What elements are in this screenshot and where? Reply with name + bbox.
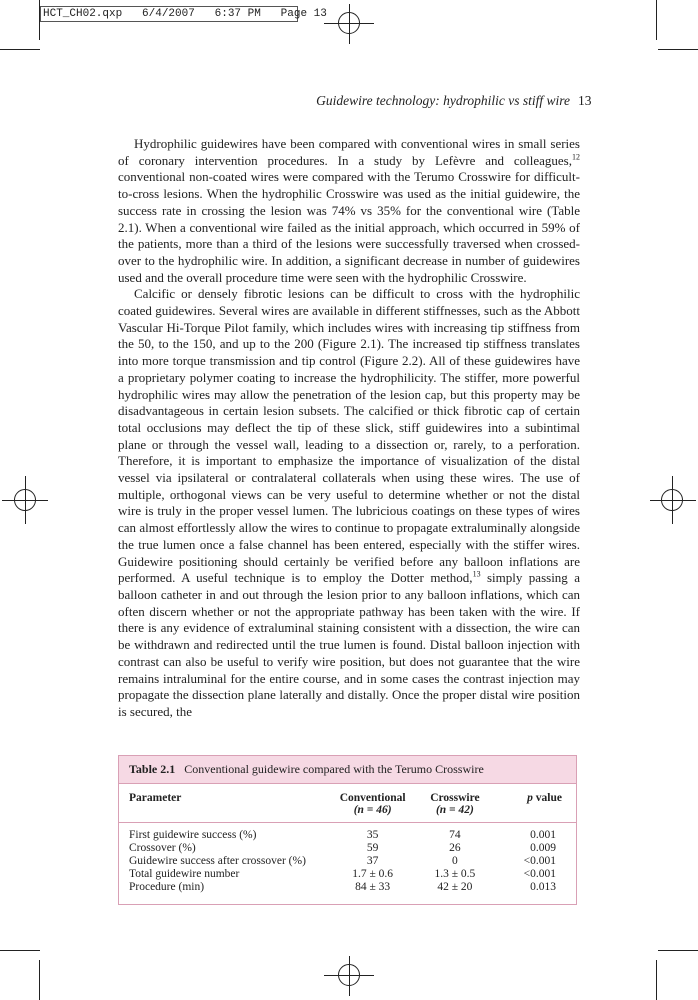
table-header-row [119,784,576,823]
table-row [119,855,576,868]
table-row [119,823,576,843]
cell-p-value: 0.009 [530,842,556,854]
table-row [119,868,576,881]
cell-parameter: Crossover (%) [129,842,196,854]
cell-crosswire: 42 ± 20 [437,881,473,893]
citation-superscript: 12 [572,152,580,162]
data-table [118,755,577,905]
cell-conventional: 84 ± 33 [355,881,391,893]
crop-mark-bottom-left-h [0,950,40,951]
column-header-conventional: Conventional (n = 46) [339,792,406,816]
page-number: 13 [578,93,592,108]
cell-parameter: First guidewire success (%) [129,829,257,841]
cell-p-value: <0.001 [523,855,556,867]
crop-mark-top-right-v [656,0,657,40]
table-caption-text: Conventional guidewire compared with the Terumo Crosswire [184,762,484,776]
crop-mark-bottom-right-h [658,950,698,951]
cell-p-value: <0.001 [523,868,556,880]
paragraph: Hydrophilic guidewires have been compared with conventional wires in small series of coronary intervention procedures. In a study by Lefèvre and colleagues,$^{12}$ conventional non-coated wires were compared with the Terumo Crosswire for difficult-to-cross lesions. When the hydrophilic Crosswire was used as the initial guidewire, the success rate in crossing the lesion was 74% vs 35% for the conventional wire (Table 2.1). When a conventional wire failed as the initial approach, which occurred in 59% of the patients, more than a third of the lesions were successfully traversed when crossed-over to the hydrophilic wire. In addition, a significant decrease in number of guidewires used and the overall procedure time were seen with the hydrophilic Crosswire. [118,136,580,285]
cell-crosswire: 26 [449,842,461,854]
cell-p-value: 0.001 [530,829,556,841]
cell-conventional: 59 [366,842,379,854]
cell-conventional: 37 [366,855,379,867]
table-caption [119,756,576,784]
cell-conventional: 1.7 ± 0.6 [352,868,394,880]
column-header-crosswire: Crosswire (n = 42) [430,792,480,816]
cell-crosswire: 0 [452,855,458,867]
table-label: Table 2.1 [129,762,176,776]
cell-parameter: Total guidewire number [129,868,240,880]
citation-superscript: 13 [472,569,481,579]
cell-crosswire: 74 [449,829,461,841]
cell-parameter: Procedure (min) [129,881,205,893]
column-header-parameter: Parameter [129,792,182,804]
table-row [119,842,576,855]
crop-mark-bottom-left-v [39,960,40,1000]
crop-mark-bottom-right-v [656,960,657,1000]
crop-mark-top-left-h [0,49,40,50]
paragraph: Calcific or densely fibrotic lesions can be difficult to cross with the hydrophilic coated guidewires. Several wires are available in different stiffnesses, such as the Abbott Vascular Hi-Torque Pilot family, which includes wires with increasing tip stiffness from the 50, to the 150, and up to the 200 (Figure 2.1). The increased tip stiffness translates into more torque transmission and tip control (Figure 2.2). All of these guidewires have a proprietary polymer coating to increase the hydrophilicity. The stiffer, more powerful hydrophilic wires may allow the penetration of the lesion cap, but this property may be disadvantageous in certain lesion subsets. The calcified or thick fibrotic cap of certain total occlusions may deflect the tip of these slick, stiff guidewires into a subintimal plane or through the vessel wall, leading to a dissection or, rarely, to a perforation. Therefore, it is important to emphasize the importance of visualization of the distal vessel via ipsilateral or contralateral collaterals when using these wires. The use of multiple, orthogonal views can be very useful to determine whether or not the distal wire is truly in the proper vessel lumen. The lubricious coatings on these types of wires can almost effortlessly allow the wires to continue to propagate extraluminally alongside the true lumen once a false channel has been entered, especially with the stiffer wires. Guidewire positioning should certainly be verified before any balloon inflations are performed. A useful technique is to employ the Dotter method,$^{13}$ simply passing a balloon catheter in and out through the lesion prior to any balloon inflations, which can often discern whether or not the appropriate pathway has been taken with the wire. If there is any evidence of extraluminal staining consistent with a dissection, the wire can be withdrawn and redirected until the true lumen is found. Distal balloon injection with contrast can also be useful to verify wire position, but does not guarantee that the wire remains intraluminal for the entire course, and in some cases the contrast injection may propagate the dissection plane laterally and distally. Once the proper distal wire position is secured, the [118,286,580,719]
crop-mark-top-left-v [39,0,40,40]
crop-mark-top-right-h [658,49,698,50]
cell-parameter: Guidewire success after crossover (%) [129,855,306,867]
column-header-p-value: p value [527,792,562,804]
printer-slug: HCT_CH02.qxp 6/4/2007 6:37 PM Page 13 [40,6,298,22]
cell-crosswire: 1.3 ± 0.5 [434,868,476,880]
body-text [118,136,580,721]
cell-conventional: 35 [366,829,379,841]
cell-p-value: 0.013 [530,881,556,893]
table-row [119,881,576,904]
running-head: Guidewire technology: hydrophilic vs stiff wire [316,93,570,108]
